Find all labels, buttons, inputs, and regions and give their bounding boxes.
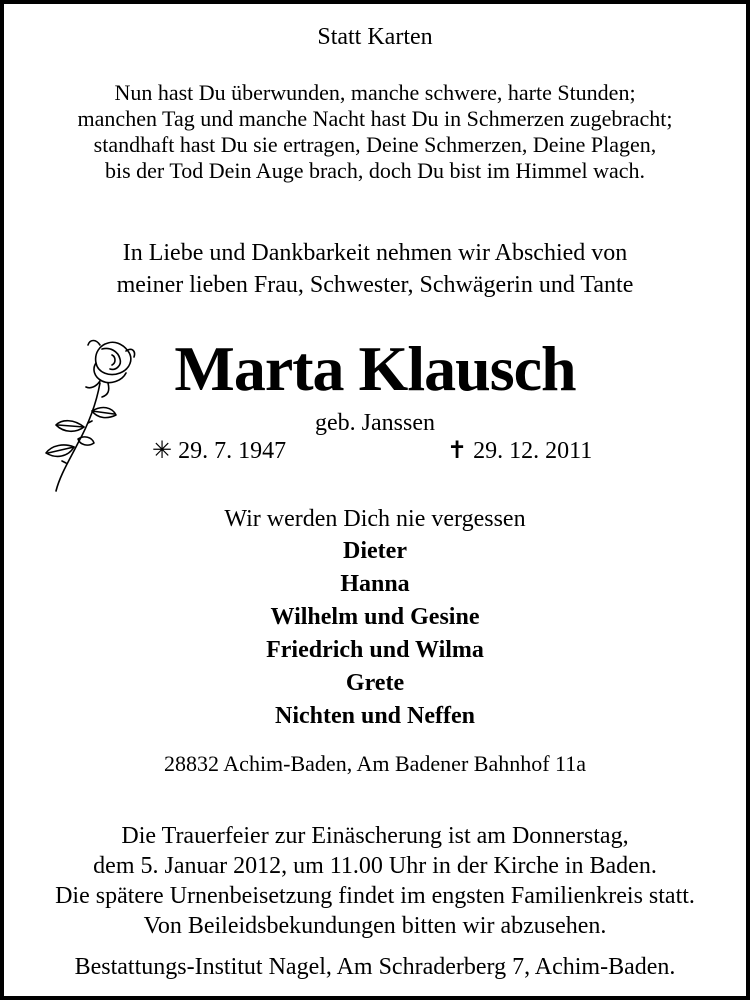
- poem-line-2: manchen Tag und manche Nacht hast Du in Schmerzen zugebracht;: [77, 106, 673, 131]
- mourner-6: Nichten und Neffen: [274, 703, 475, 729]
- maiden-name: geb. Janssen: [315, 410, 435, 436]
- service-line-2: dem 5. Januar 2012, um 11.00 Uhr in der Kirche in Baden.: [93, 853, 657, 879]
- poem-line-3: standhaft hast Du sie ertragen, Deine Schmerzen, Deine Plagen,: [93, 132, 657, 157]
- undertaker-line: Bestattungs-Institut Nagel, Am Schraderberg 7, Achim-Baden.: [74, 954, 676, 980]
- service-line-4: Von Beileidsbekundungen bitten wir abzusehen.: [143, 913, 607, 939]
- mourner-3: Wilhelm und Gesine: [270, 604, 480, 630]
- poem-line-1: Nun hast Du überwunden, manche schwere, harte Stunden;: [114, 80, 636, 105]
- service-line-1: Die Trauerfeier zur Einäscherung ist am Donnerstag,: [121, 823, 629, 849]
- mourner-5: Grete: [345, 670, 405, 696]
- service-line-3: Die spätere Urnenbeisetzung findet im engsten Familienkreis statt.: [55, 883, 695, 909]
- closing-line: Wir werden Dich nie vergessen: [224, 506, 526, 532]
- mourner-2: Hanna: [340, 571, 410, 597]
- mourner-1: Dieter: [343, 538, 407, 564]
- deceased-name: Marta Klausch: [174, 333, 576, 404]
- intro-line-1: In Liebe und Dankbarkeit nehmen wir Abschied von: [122, 240, 628, 266]
- mourner-4: Friedrich und Wilma: [266, 637, 484, 663]
- birth-date: ✳ 29. 7. 1947: [152, 438, 287, 464]
- family-address: 28832 Achim-Baden, Am Badener Bahnhof 11a: [164, 751, 586, 776]
- header-statt-karten: Statt Karten: [317, 24, 433, 50]
- death-date: ✝ 29. 12. 2011: [447, 438, 593, 464]
- poem-line-4: bis der Tod Dein Auge brach, doch Du bist im Himmel wach.: [104, 158, 645, 183]
- intro-line-2: meiner lieben Frau, Schwester, Schwägerin und Tante: [116, 272, 634, 298]
